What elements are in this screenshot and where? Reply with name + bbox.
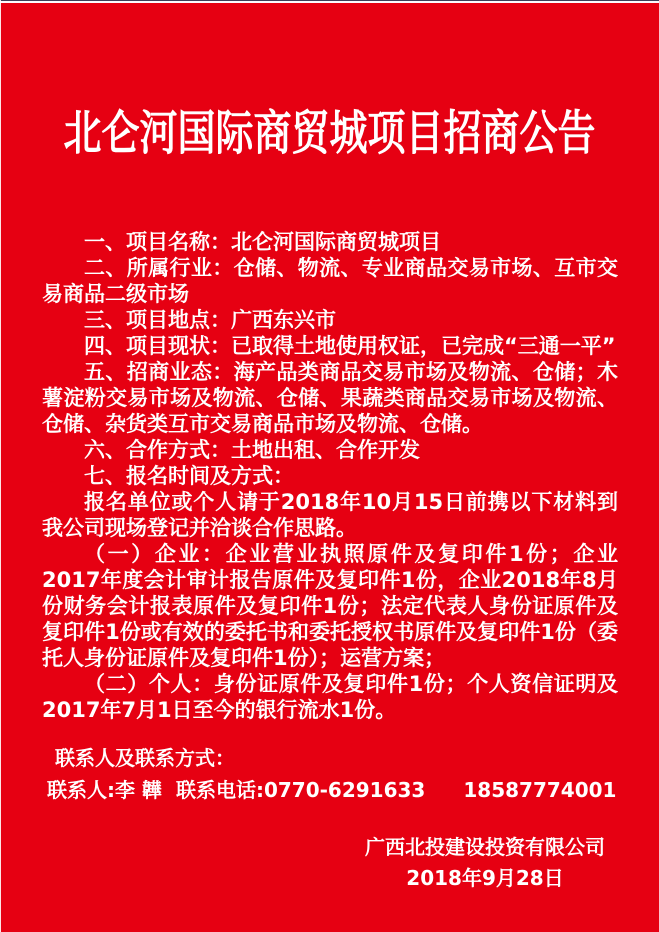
signature-block bbox=[345, 832, 625, 894]
contact-phone-label: 联系电话: bbox=[175, 778, 264, 802]
contact-line bbox=[47, 774, 617, 806]
section-industry: 二、所属行业：仓储、物流、专业商品交易市场、互市交易商品二级市场 bbox=[42, 256, 618, 306]
registration-instructions: 报名单位或个人请于2018年10月15日前携以下材料到我公司现场登记并洽谈合作思路。 bbox=[42, 490, 618, 540]
section-status: 四、项目现状：已取得土地使用权证，已完成“三通一平” bbox=[84, 334, 616, 358]
announcement-body bbox=[42, 229, 618, 723]
section-registration-head: 七、报名时间及方式： bbox=[84, 464, 294, 488]
contact-heading: 联系人及联系方式： bbox=[55, 746, 235, 770]
contact-block bbox=[47, 742, 617, 806]
contact-name-label: 联系人: bbox=[47, 778, 115, 802]
contact-phone-office: 0770-6291633 bbox=[263, 778, 426, 802]
contact-name: 李 韡 bbox=[115, 778, 162, 802]
requirements-enterprise: （一）企业：企业营业执照原件及复印件1份；企业2017年度会计审计报告原件及复印件1份，企业2018年8月份财务会计报表原件及复印件1份；法定代表人身份证原件及复印件1份或有效的委托书和委托授权书原件及复印件1份（委托人身份证原件及复印件1份）；运营方案； bbox=[42, 542, 618, 670]
company-name: 广西北投建设投资有限公司 bbox=[365, 835, 605, 859]
section-project-name: 一、项目名称：北仑河国际商贸城项目 bbox=[84, 230, 441, 254]
requirements-individual: （二）个人：身份证原件及复印件1份；个人资信证明及2017年7月1日至今的银行流水1份。 bbox=[42, 672, 618, 722]
poster-title: 北仑河国际商贸城项目招商公告 bbox=[63, 104, 596, 161]
section-location: 三、项目地点：广西东兴市 bbox=[84, 308, 336, 332]
section-business-types: 五、招商业态：海产品类商品交易市场及物流、仓储；木薯淀粉交易市场及物流、仓储、果蔬类商品交易市场及物流、仓储、杂货类互市交易商品市场及物流、仓储。 bbox=[42, 360, 618, 436]
contact-phone-mobile: 18587774001 bbox=[463, 778, 617, 802]
signature-date: 2018年9月28日 bbox=[406, 866, 564, 890]
page-edge-top-light bbox=[0, 1, 659, 3]
section-cooperation-mode: 六、合作方式：土地出租、合作开发 bbox=[84, 438, 420, 462]
